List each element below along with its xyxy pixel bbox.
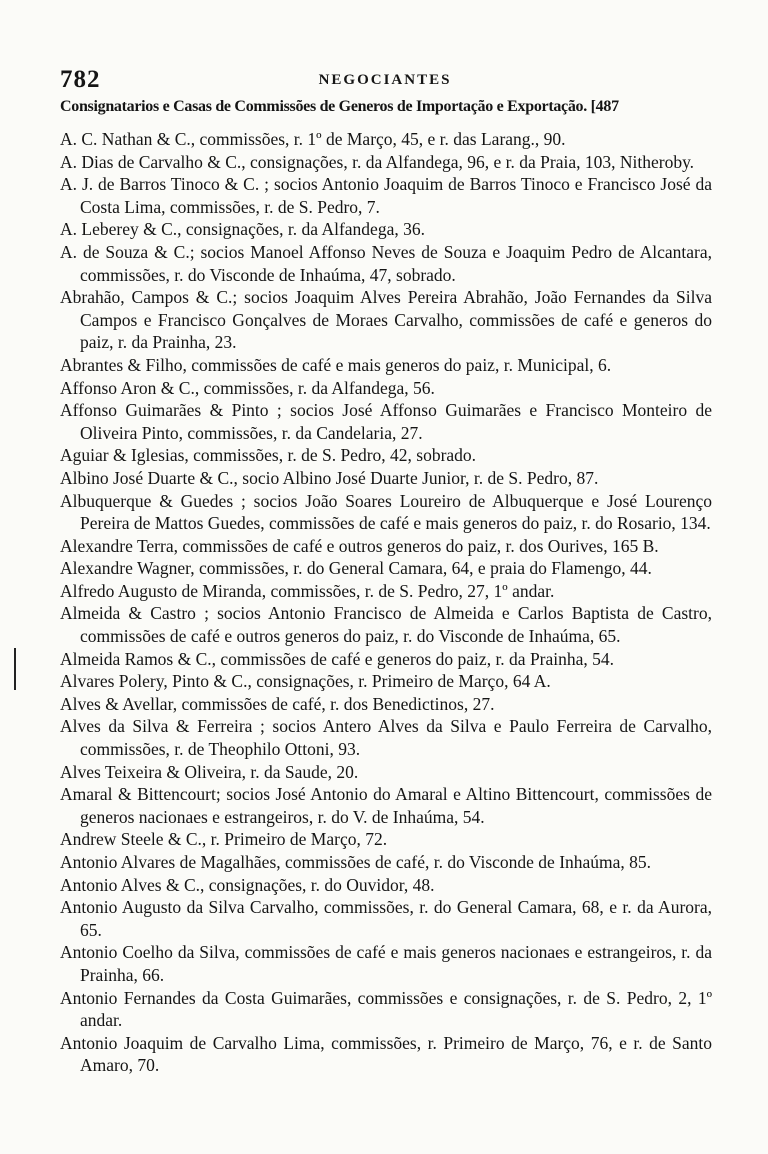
list-item: Alves da Silva & Ferreira ; socios Antero Alves da Silva e Paulo Ferreira de Carvalho, commissões, r. de Theophilo Ottoni, 93. [60,716,712,760]
list-item: Albino José Duarte & C., socio Albino José Duarte Junior, r. de S. Pedro, 87. [60,467,599,488]
list-item: Affonso Aron & C., commissões, r. da Alfandega, 56. [60,377,435,398]
list-item: Antonio Coelho da Silva, commissões de café e mais generos nacionaes e estrangeiros, r. da Prainha, 66. [60,942,712,985]
list-item: Amaral & Bittencourt; socios José Antonio do Amaral e Altino Bittencourt, commissões de generos nacionaes e estrangeiros, r. do V. de Inhaúma, 54. [60,784,712,827]
list-item: Almeida Ramos & C., commissões de café e generos do paiz, r. da Prainha, 54. [60,648,615,669]
margin-mark [14,648,16,690]
list-item: Abrahão, Campos & C.; socios Joaquim Alves Pereira Abrahão, João Fernandes da Silva Campos e Francisco Gonçalves de Moraes Carvalho, commissões de café e generos do paiz, r. da Prainha, 23. [60,287,712,353]
list-item: Aguiar & Iglesias, commissões, r. de S. Pedro, 42, sobrado. [60,445,477,466]
list-item: Antonio Fernandes da Costa Guimarães, commissões e consignações, r. de S. Pedro, 2, 1º andar. [60,987,712,1031]
list-item: Alexandre Terra, commissões de café e outros generos do paiz, r. dos Ourives, 165 B. [60,535,659,556]
list-item: A. de Souza & C.; socios Manoel Affonso Neves de Souza e Joaquim Pedro de Alcantara, commissões, r. do Visconde de Inhaúma, 47, sobrado. [60,241,712,285]
entry-list [60,128,712,1077]
list-item: A. Leberey & C., consignações, r. da Alfandega, 36. [60,219,425,240]
list-item: A. J. de Barros Tinoco & C. ; socios Antonio Joaquim de Barros Tinoco e Francisco José da Costa Lima, commissões, r. de S. Pedro, 7. [60,174,712,217]
list-item: Alfredo Augusto de Miranda, commissões, r. de S. Pedro, 27, 1º andar. [60,580,555,601]
page-number: 782 [60,66,101,93]
list-item: A. C. Nathan & C., commissões, r. 1º de Março, 45, e r. das Larang., 90. [60,129,566,149]
list-item: Alves Teixeira & Oliveira, r. da Saude, 20. [60,761,359,782]
list-item: Abrantes & Filho, commissões de café e mais generos do paiz, r. Municipal, 6. [60,354,612,375]
list-item: Alves & Avellar, commissões de café, r. dos Benedictinos, 27. [60,693,495,714]
running-head: NEGOCIANTES [318,72,452,88]
list-item: Antonio Augusto da Silva Carvalho, commissões, r. do General Camara, 68, e r. da Aurora, 65. [60,897,712,940]
list-item: Antonio Alvares de Magalhães, commissões de café, r. do Visconde de Inhaúma, 85. [60,852,652,872]
list-item: Affonso Guimarães & Pinto ; socios José Affonso Guimarães e Francisco Monteiro de Oliveira Pinto, commissões, r. da Candelaria, 27. [60,400,712,443]
list-item: Antonio Alves & C., consignações, r. do Ouvidor, 48. [60,874,435,895]
page-header [60,66,710,96]
list-item: A. Dias de Carvalho & C., consignações, r. da Alfandega, 96, e r. da Praia, 103, Nitheroby. [60,151,695,172]
list-item: Almeida & Castro ; socios Antonio Francisco de Almeida e Carlos Baptista de Castro, commissões de café e outros generos do paiz, r. do Visconde de Inhaúma, 65. [60,603,712,647]
list-item: Alvares Polery, Pinto & C., consignações, r. Primeiro de Março, 64 A. [60,671,551,692]
section-heading: Consignatarios e Casas de Commissões de Generos de Importação e Exportação. [487 [60,98,619,115]
list-item: Andrew Steele & C., r. Primeiro de Março, 72. [60,829,388,850]
list-item: Albuquerque & Guedes ; socios João Soares Loureiro de Albuquerque e José Lourenço Pereira de Mattos Guedes, commissões de café e mais generos do paiz, r. do Rosario, 134. [60,490,712,534]
list-item: Antonio Joaquim de Carvalho Lima, commissões, r. Primeiro de Março, 76, e r. de Santo Amaro, 70. [60,1032,712,1076]
list-item: Alexandre Wagner, commissões, r. do General Camara, 64, e praia do Flamengo, 44. [60,558,652,579]
